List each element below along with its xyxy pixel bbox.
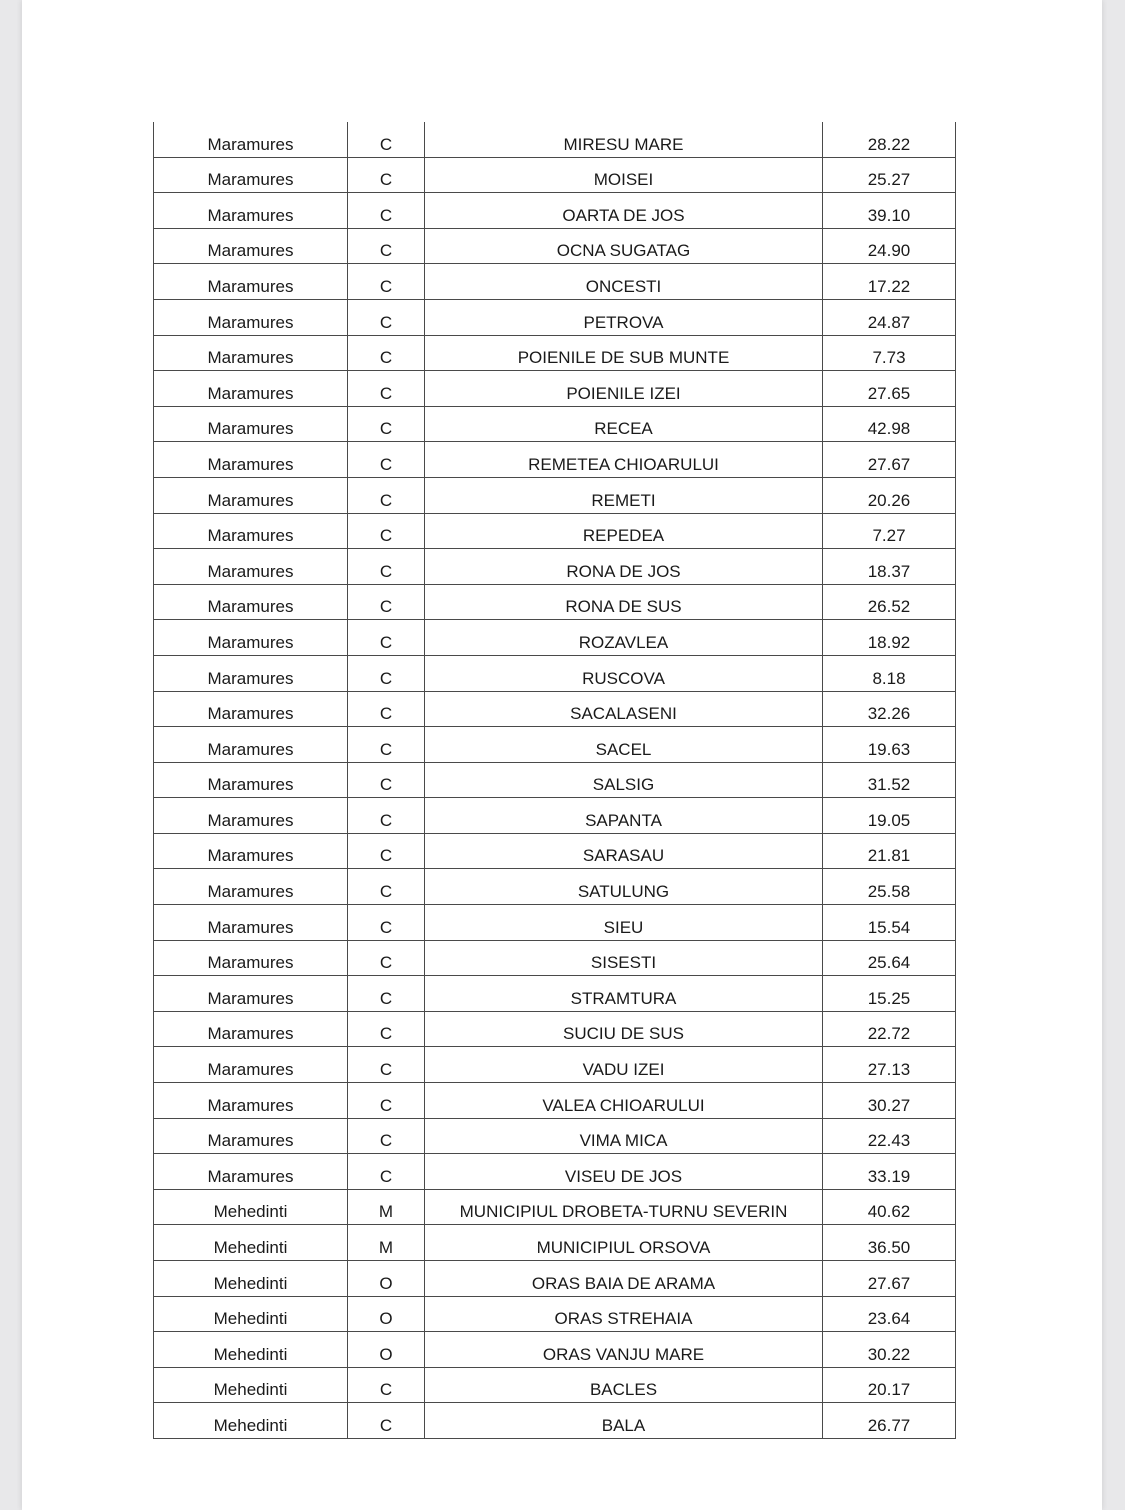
table-row <box>154 940 956 976</box>
locality-cell: RONA DE SUS <box>425 584 823 620</box>
locality-cell: MOISEI <box>425 157 823 193</box>
county-cell: Mehedinti <box>154 1403 348 1439</box>
type-cell: C <box>348 1118 425 1154</box>
table-row <box>154 193 956 229</box>
locality-cell: SIEU <box>425 905 823 941</box>
locality-cell: SISESTI <box>425 940 823 976</box>
type-cell: C <box>348 513 425 549</box>
table-row <box>154 157 956 193</box>
county-cell: Maramures <box>154 798 348 834</box>
locality-cell: SACALASENI <box>425 691 823 727</box>
value-cell: 21.81 <box>823 833 956 869</box>
type-cell: C <box>348 798 425 834</box>
table-row <box>154 1367 956 1403</box>
county-cell: Maramures <box>154 122 348 157</box>
type-cell: C <box>348 691 425 727</box>
type-cell: C <box>348 122 425 157</box>
table-row <box>154 976 956 1012</box>
table-row <box>154 1011 956 1047</box>
county-cell: Maramures <box>154 976 348 1012</box>
county-cell: Maramures <box>154 406 348 442</box>
value-cell: 28.22 <box>823 122 956 157</box>
type-cell: O <box>348 1332 425 1368</box>
locality-cell: POIENILE IZEI <box>425 371 823 407</box>
value-cell: 25.27 <box>823 157 956 193</box>
locality-cell: POIENILE DE SUB MUNTE <box>425 335 823 371</box>
type-cell: C <box>348 1154 425 1190</box>
table-row <box>154 727 956 763</box>
type-cell: C <box>348 371 425 407</box>
value-cell: 15.54 <box>823 905 956 941</box>
locality-cell: ONCESTI <box>425 264 823 300</box>
type-cell: M <box>348 1225 425 1261</box>
table-row <box>154 122 956 157</box>
value-cell: 40.62 <box>823 1189 956 1225</box>
type-cell: C <box>348 193 425 229</box>
table-row <box>154 442 956 478</box>
type-cell: C <box>348 620 425 656</box>
table-row <box>154 264 956 300</box>
county-cell: Maramures <box>154 691 348 727</box>
county-cell: Mehedinti <box>154 1367 348 1403</box>
county-cell: Maramures <box>154 655 348 691</box>
locality-cell: ROZAVLEA <box>425 620 823 656</box>
table-row <box>154 371 956 407</box>
type-cell: C <box>348 264 425 300</box>
type-cell: M <box>348 1189 425 1225</box>
county-cell: Maramures <box>154 1083 348 1119</box>
locality-cell: STRAMTURA <box>425 976 823 1012</box>
locality-cell: OARTA DE JOS <box>425 193 823 229</box>
county-cell: Maramures <box>154 1118 348 1154</box>
table-row <box>154 833 956 869</box>
county-cell: Maramures <box>154 1047 348 1083</box>
type-cell: C <box>348 335 425 371</box>
value-cell: 19.05 <box>823 798 956 834</box>
county-cell: Maramures <box>154 905 348 941</box>
county-cell: Maramures <box>154 620 348 656</box>
type-cell: C <box>348 869 425 905</box>
county-cell: Maramures <box>154 1011 348 1047</box>
value-cell: 26.77 <box>823 1403 956 1439</box>
value-cell: 7.27 <box>823 513 956 549</box>
type-cell: C <box>348 299 425 335</box>
locality-cell: BALA <box>425 1403 823 1439</box>
value-cell: 8.18 <box>823 655 956 691</box>
type-cell: C <box>348 477 425 513</box>
table-row <box>154 584 956 620</box>
value-cell: 18.92 <box>823 620 956 656</box>
county-cell: Maramures <box>154 869 348 905</box>
type-cell: O <box>348 1296 425 1332</box>
value-cell: 17.22 <box>823 264 956 300</box>
value-cell: 42.98 <box>823 406 956 442</box>
value-cell: 20.26 <box>823 477 956 513</box>
table-row <box>154 1261 956 1297</box>
type-cell: C <box>348 549 425 585</box>
value-cell: 25.58 <box>823 869 956 905</box>
county-cell: Maramures <box>154 477 348 513</box>
value-cell: 30.27 <box>823 1083 956 1119</box>
type-cell: C <box>348 762 425 798</box>
value-cell: 27.67 <box>823 442 956 478</box>
county-cell: Maramures <box>154 371 348 407</box>
table-row <box>154 335 956 371</box>
locality-cell: SUCIU DE SUS <box>425 1011 823 1047</box>
locality-cell: SAPANTA <box>425 798 823 834</box>
county-cell: Maramures <box>154 228 348 264</box>
locality-cell: ORAS BAIA DE ARAMA <box>425 1261 823 1297</box>
type-cell: C <box>348 157 425 193</box>
value-cell: 30.22 <box>823 1332 956 1368</box>
type-cell: C <box>348 1367 425 1403</box>
table-row <box>154 762 956 798</box>
table-row <box>154 691 956 727</box>
type-cell: C <box>348 584 425 620</box>
locality-cell: OCNA SUGATAG <box>425 228 823 264</box>
table-row <box>154 1118 956 1154</box>
locality-cell: VIMA MICA <box>425 1118 823 1154</box>
table-row <box>154 1047 956 1083</box>
county-cell: Mehedinti <box>154 1225 348 1261</box>
value-cell: 7.73 <box>823 335 956 371</box>
type-cell: C <box>348 905 425 941</box>
county-cell: Maramures <box>154 264 348 300</box>
county-cell: Maramures <box>154 584 348 620</box>
table-row <box>154 620 956 656</box>
value-cell: 39.10 <box>823 193 956 229</box>
locality-cell: RUSCOVA <box>425 655 823 691</box>
value-cell: 20.17 <box>823 1367 956 1403</box>
table-body <box>154 122 956 1438</box>
value-cell: 27.65 <box>823 371 956 407</box>
table-row <box>154 1296 956 1332</box>
locality-cell: SACEL <box>425 727 823 763</box>
locality-cell: ORAS STREHAIA <box>425 1296 823 1332</box>
county-cell: Mehedinti <box>154 1261 348 1297</box>
locality-cell: REMETEA CHIOARULUI <box>425 442 823 478</box>
type-cell: C <box>348 1047 425 1083</box>
type-cell: C <box>348 406 425 442</box>
value-cell: 22.43 <box>823 1118 956 1154</box>
value-cell: 26.52 <box>823 584 956 620</box>
county-cell: Maramures <box>154 157 348 193</box>
locality-cell: SALSIG <box>425 762 823 798</box>
document-page <box>22 0 1102 1510</box>
table-row <box>154 1083 956 1119</box>
county-cell: Mehedinti <box>154 1296 348 1332</box>
type-cell: O <box>348 1261 425 1297</box>
table-row <box>154 513 956 549</box>
value-cell: 24.90 <box>823 228 956 264</box>
type-cell: C <box>348 976 425 1012</box>
value-cell: 19.63 <box>823 727 956 763</box>
type-cell: C <box>348 1083 425 1119</box>
value-cell: 36.50 <box>823 1225 956 1261</box>
locality-cell: VALEA CHIOARULUI <box>425 1083 823 1119</box>
value-cell: 15.25 <box>823 976 956 1012</box>
table-row <box>154 477 956 513</box>
county-cell: Maramures <box>154 299 348 335</box>
locality-cell: VADU IZEI <box>425 1047 823 1083</box>
table-row <box>154 1189 956 1225</box>
locality-cell: SARASAU <box>425 833 823 869</box>
locality-cell: RONA DE JOS <box>425 549 823 585</box>
table-row <box>154 1225 956 1261</box>
table-row <box>154 1154 956 1190</box>
value-cell: 32.26 <box>823 691 956 727</box>
value-cell: 33.19 <box>823 1154 956 1190</box>
locality-cell: ORAS VANJU MARE <box>425 1332 823 1368</box>
county-cell: Mehedinti <box>154 1189 348 1225</box>
locality-cell: VISEU DE JOS <box>425 1154 823 1190</box>
value-cell: 22.72 <box>823 1011 956 1047</box>
locality-cell: BACLES <box>425 1367 823 1403</box>
table-row <box>154 905 956 941</box>
locality-cell: MUNICIPIUL ORSOVA <box>425 1225 823 1261</box>
locality-cell: REPEDEA <box>425 513 823 549</box>
county-cell: Maramures <box>154 193 348 229</box>
value-cell: 24.87 <box>823 299 956 335</box>
table-row <box>154 1403 956 1439</box>
county-cell: Maramures <box>154 549 348 585</box>
type-cell: C <box>348 655 425 691</box>
table-row <box>154 655 956 691</box>
table-row <box>154 299 956 335</box>
county-cell: Maramures <box>154 442 348 478</box>
type-cell: C <box>348 1011 425 1047</box>
county-cell: Maramures <box>154 940 348 976</box>
table-row <box>154 228 956 264</box>
county-cell: Maramures <box>154 1154 348 1190</box>
table-row <box>154 406 956 442</box>
value-cell: 23.64 <box>823 1296 956 1332</box>
locality-cell: REMETI <box>425 477 823 513</box>
value-cell: 27.13 <box>823 1047 956 1083</box>
table-row <box>154 869 956 905</box>
table-row <box>154 549 956 585</box>
table-row <box>154 1332 956 1368</box>
value-cell: 18.37 <box>823 549 956 585</box>
type-cell: C <box>348 727 425 763</box>
type-cell: C <box>348 1403 425 1439</box>
type-cell: C <box>348 442 425 478</box>
locality-cell: MUNICIPIUL DROBETA-TURNU SEVERIN <box>425 1189 823 1225</box>
type-cell: C <box>348 940 425 976</box>
county-cell: Maramures <box>154 727 348 763</box>
county-cell: Mehedinti <box>154 1332 348 1368</box>
type-cell: C <box>348 228 425 264</box>
type-cell: C <box>348 833 425 869</box>
locality-cell: MIRESU MARE <box>425 122 823 157</box>
county-cell: Maramures <box>154 762 348 798</box>
data-table <box>153 122 956 1439</box>
locality-cell: SATULUNG <box>425 869 823 905</box>
value-cell: 31.52 <box>823 762 956 798</box>
value-cell: 25.64 <box>823 940 956 976</box>
locality-cell: PETROVA <box>425 299 823 335</box>
county-cell: Maramures <box>154 335 348 371</box>
county-cell: Maramures <box>154 833 348 869</box>
county-cell: Maramures <box>154 513 348 549</box>
locality-cell: RECEA <box>425 406 823 442</box>
table-row <box>154 798 956 834</box>
value-cell: 27.67 <box>823 1261 956 1297</box>
